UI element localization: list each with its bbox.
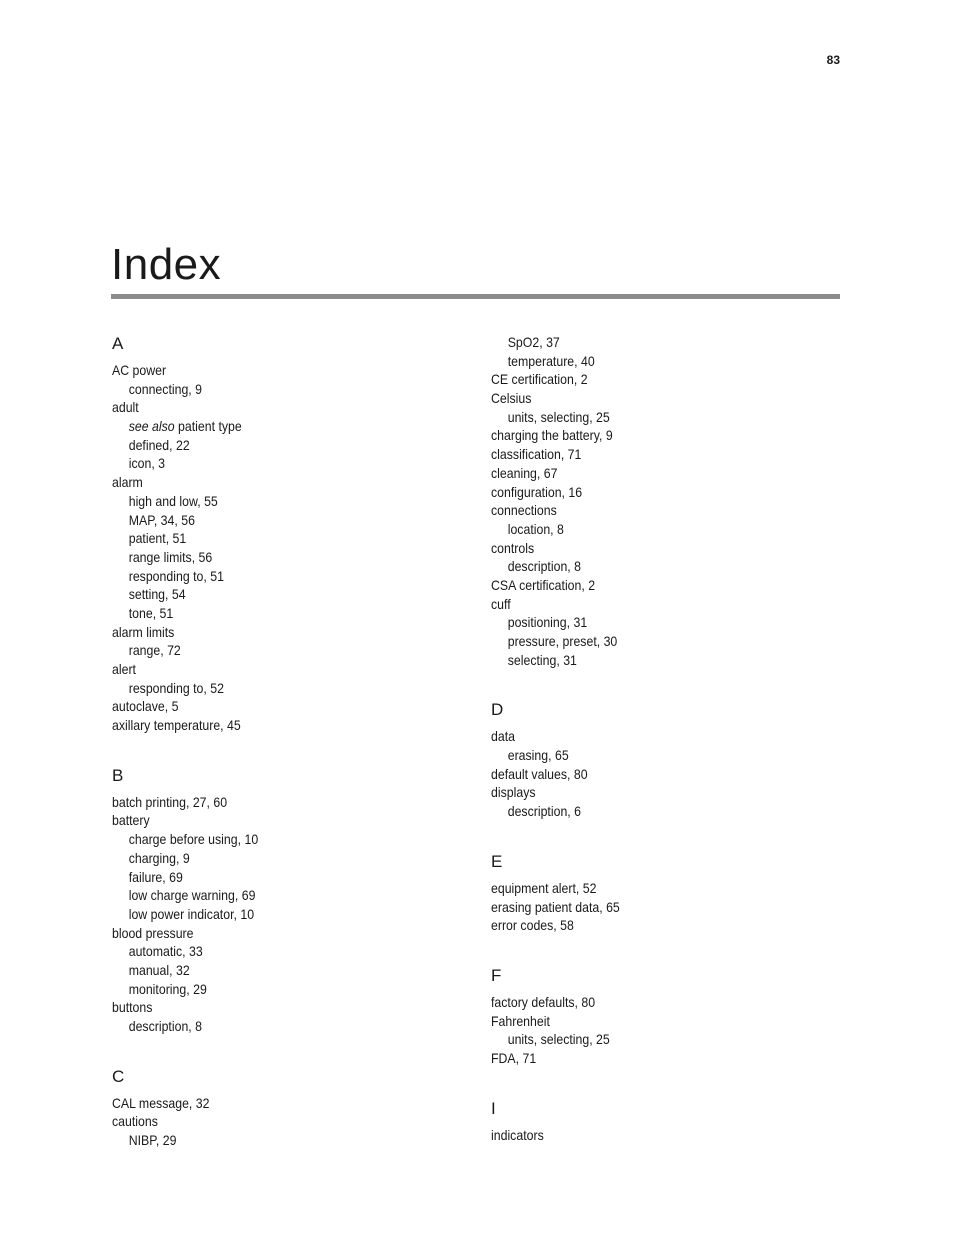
index-entry <box>112 924 411 943</box>
index-entry <box>491 1126 790 1145</box>
entry-text: blood pressure <box>112 924 194 941</box>
entry-text: NIBP, 29 <box>128 1132 177 1149</box>
index-entry <box>491 1049 790 1068</box>
entry-text: batch printing, 27, 60 <box>112 793 228 810</box>
index-subentry <box>491 408 790 427</box>
entry-text: CSA certification, 2 <box>491 576 596 593</box>
entry-text: setting, 54 <box>128 586 186 603</box>
entry-text: classification, 71 <box>491 446 582 463</box>
entry-text: SpO2, 37 <box>507 334 560 350</box>
title-divider <box>111 294 840 299</box>
index-entry <box>491 879 790 898</box>
entry-text: configuration, 16 <box>491 483 583 500</box>
entry-text: indicators <box>491 1126 544 1143</box>
index-entry <box>491 389 790 408</box>
entry-text: error codes, 58 <box>491 917 574 934</box>
index-section <box>491 1098 831 1145</box>
entry-text: icon, 3 <box>128 455 166 472</box>
entry-text: range, 72 <box>128 642 181 659</box>
index-subentry <box>112 454 411 473</box>
entry-text: low charge warning, 69 <box>128 887 256 904</box>
entry-text: pressure, preset, 30 <box>507 633 618 649</box>
entry-text: adult <box>112 399 139 416</box>
index-entry <box>112 793 411 812</box>
index-section <box>112 1066 452 1150</box>
index-section <box>112 765 452 1036</box>
entry-text: factory defaults, 80 <box>491 993 596 1010</box>
entry-text: Celsius <box>491 390 532 407</box>
index-subentry <box>491 613 790 632</box>
entry-text: defined, 22 <box>128 436 190 453</box>
index-section <box>491 333 831 669</box>
entry-text: temperature, 40 <box>507 352 595 369</box>
index-entry <box>491 783 790 802</box>
section-letter: C <box>112 1066 125 1086</box>
index-subentry <box>112 961 411 980</box>
entry-text: cautions <box>112 1113 158 1130</box>
entry-text: automatic, 33 <box>128 943 203 960</box>
index-column-right <box>491 333 831 1144</box>
index-entry <box>112 473 411 492</box>
index-entry <box>491 445 790 464</box>
index-entry <box>112 1094 411 1113</box>
index-subentry <box>112 1131 411 1150</box>
entry-text: data <box>491 728 515 745</box>
entry-text: range limits, 56 <box>128 548 213 565</box>
index-subentry <box>112 886 411 905</box>
entry-text: equipment alert, 52 <box>491 879 597 896</box>
see-also-label: see also <box>128 418 175 435</box>
index-subentry <box>491 557 790 576</box>
entry-text: alarm limits <box>112 623 175 640</box>
entry-text: controls <box>491 539 535 556</box>
entry-text: charging, 9 <box>128 849 190 866</box>
index-subentry <box>112 567 411 586</box>
entry-text: charge before using, 10 <box>128 831 259 848</box>
entry-text: erasing, 65 <box>507 747 569 764</box>
entry-text: battery <box>112 812 150 829</box>
index-entry <box>491 501 790 520</box>
entry-text: description, 6 <box>507 803 582 820</box>
index-column-left <box>112 333 452 1150</box>
entry-text: description, 8 <box>507 558 582 575</box>
index-entry <box>112 716 411 735</box>
index-subentry <box>112 905 411 924</box>
entry-text: positioning, 31 <box>507 614 588 631</box>
entry-text: connections <box>491 502 557 519</box>
index-subentry <box>491 520 790 539</box>
entry-text: AC power <box>112 362 167 378</box>
index-entry <box>112 660 411 679</box>
index-subentry <box>112 380 411 399</box>
entry-text: autoclave, 5 <box>112 698 179 715</box>
entry-text: cleaning, 67 <box>491 464 558 481</box>
index-section <box>491 965 831 1068</box>
index-subentry <box>112 980 411 999</box>
entry-text: buttons <box>112 999 153 1016</box>
index-entry <box>491 727 790 746</box>
entry-text: CE certification, 2 <box>491 371 588 388</box>
entry-text: Fahrenheit <box>491 1012 550 1029</box>
index-entry <box>112 1112 411 1131</box>
index-entry <box>491 426 790 445</box>
entry-text: default values, 80 <box>491 765 588 782</box>
index-entry <box>491 483 790 502</box>
index-subentry <box>491 352 790 371</box>
index-section <box>112 333 452 735</box>
entry-text: erasing patient data, 65 <box>491 898 620 915</box>
index-entry <box>491 765 790 784</box>
index-subentry <box>491 1030 790 1049</box>
entry-text: low power indicator, 10 <box>128 905 255 922</box>
index-subentry <box>112 529 411 548</box>
index-entry <box>491 1012 790 1031</box>
entry-text: charging the battery, 9 <box>491 427 613 444</box>
section-letter: I <box>491 1098 496 1118</box>
index-subentry <box>112 942 411 961</box>
index-section <box>491 699 831 820</box>
entry-text: responding to, 51 <box>128 567 224 584</box>
index-entry <box>491 464 790 483</box>
index-subentry <box>491 746 790 765</box>
index-subentry <box>491 632 790 651</box>
index-entry <box>491 993 790 1012</box>
index-entry <box>491 370 790 389</box>
index-subentry <box>112 830 411 849</box>
entry-text: description, 8 <box>128 1018 203 1034</box>
entry-text: selecting, 31 <box>507 651 577 668</box>
entry-text: responding to, 52 <box>128 679 224 696</box>
index-subentry <box>112 1017 411 1036</box>
entry-text: units, selecting, 25 <box>507 408 610 425</box>
entry-text: alert <box>112 661 136 677</box>
page-title: Index <box>111 240 222 289</box>
entry-text: location, 8 <box>507 520 564 537</box>
index-entry <box>112 398 411 417</box>
entry-text: CAL message, 32 <box>112 1094 210 1111</box>
index-subentry <box>112 417 411 436</box>
entry-text: tone, 51 <box>128 604 174 621</box>
entry-text: connecting, 9 <box>128 380 203 397</box>
index-entry <box>112 998 411 1017</box>
entry-text: failure, 69 <box>128 868 183 885</box>
section-letter: F <box>491 965 502 985</box>
entry-text: high and low, 55 <box>128 492 218 509</box>
index-entry <box>491 539 790 558</box>
index-entry <box>491 595 790 614</box>
section-letter: A <box>112 334 124 353</box>
index-subentry <box>112 641 411 660</box>
entry-text: units, selecting, 25 <box>507 1031 610 1048</box>
index-subentry <box>112 868 411 887</box>
index-entry <box>491 898 790 917</box>
entry-text: displays <box>491 784 536 801</box>
section-letter: E <box>491 851 503 871</box>
index-entry <box>112 623 411 642</box>
index-entry <box>491 916 790 935</box>
index-entry <box>491 576 790 595</box>
index-section <box>491 851 831 935</box>
index-subentry <box>112 511 411 530</box>
entry-text: FDA, 71 <box>491 1049 537 1066</box>
index-entry <box>112 361 411 380</box>
index-entry <box>112 811 411 830</box>
index-subentry <box>112 492 411 511</box>
index-subentry <box>112 679 411 698</box>
section-letter: D <box>491 700 504 720</box>
entry-text: patient type <box>174 418 242 435</box>
index-subentry <box>112 548 411 567</box>
entry-text: patient, 51 <box>128 530 187 547</box>
section-letter: B <box>112 765 124 785</box>
index-subentry <box>112 585 411 604</box>
entry-text: cuff <box>491 595 511 612</box>
index-subentry <box>112 436 411 455</box>
index-subentry <box>112 849 411 868</box>
index-entry <box>112 697 411 716</box>
index-subentry <box>112 604 411 623</box>
entry-text: axillary temperature, 45 <box>112 717 241 734</box>
page-number: 83 <box>826 53 840 67</box>
index-subentry <box>491 333 790 352</box>
index-subentry <box>491 802 790 821</box>
entry-text: MAP, 34, 56 <box>128 511 195 528</box>
index-subentry <box>491 651 790 670</box>
entry-text: alarm <box>112 474 143 491</box>
entry-text: manual, 32 <box>128 961 190 978</box>
entry-text: monitoring, 29 <box>128 980 207 997</box>
